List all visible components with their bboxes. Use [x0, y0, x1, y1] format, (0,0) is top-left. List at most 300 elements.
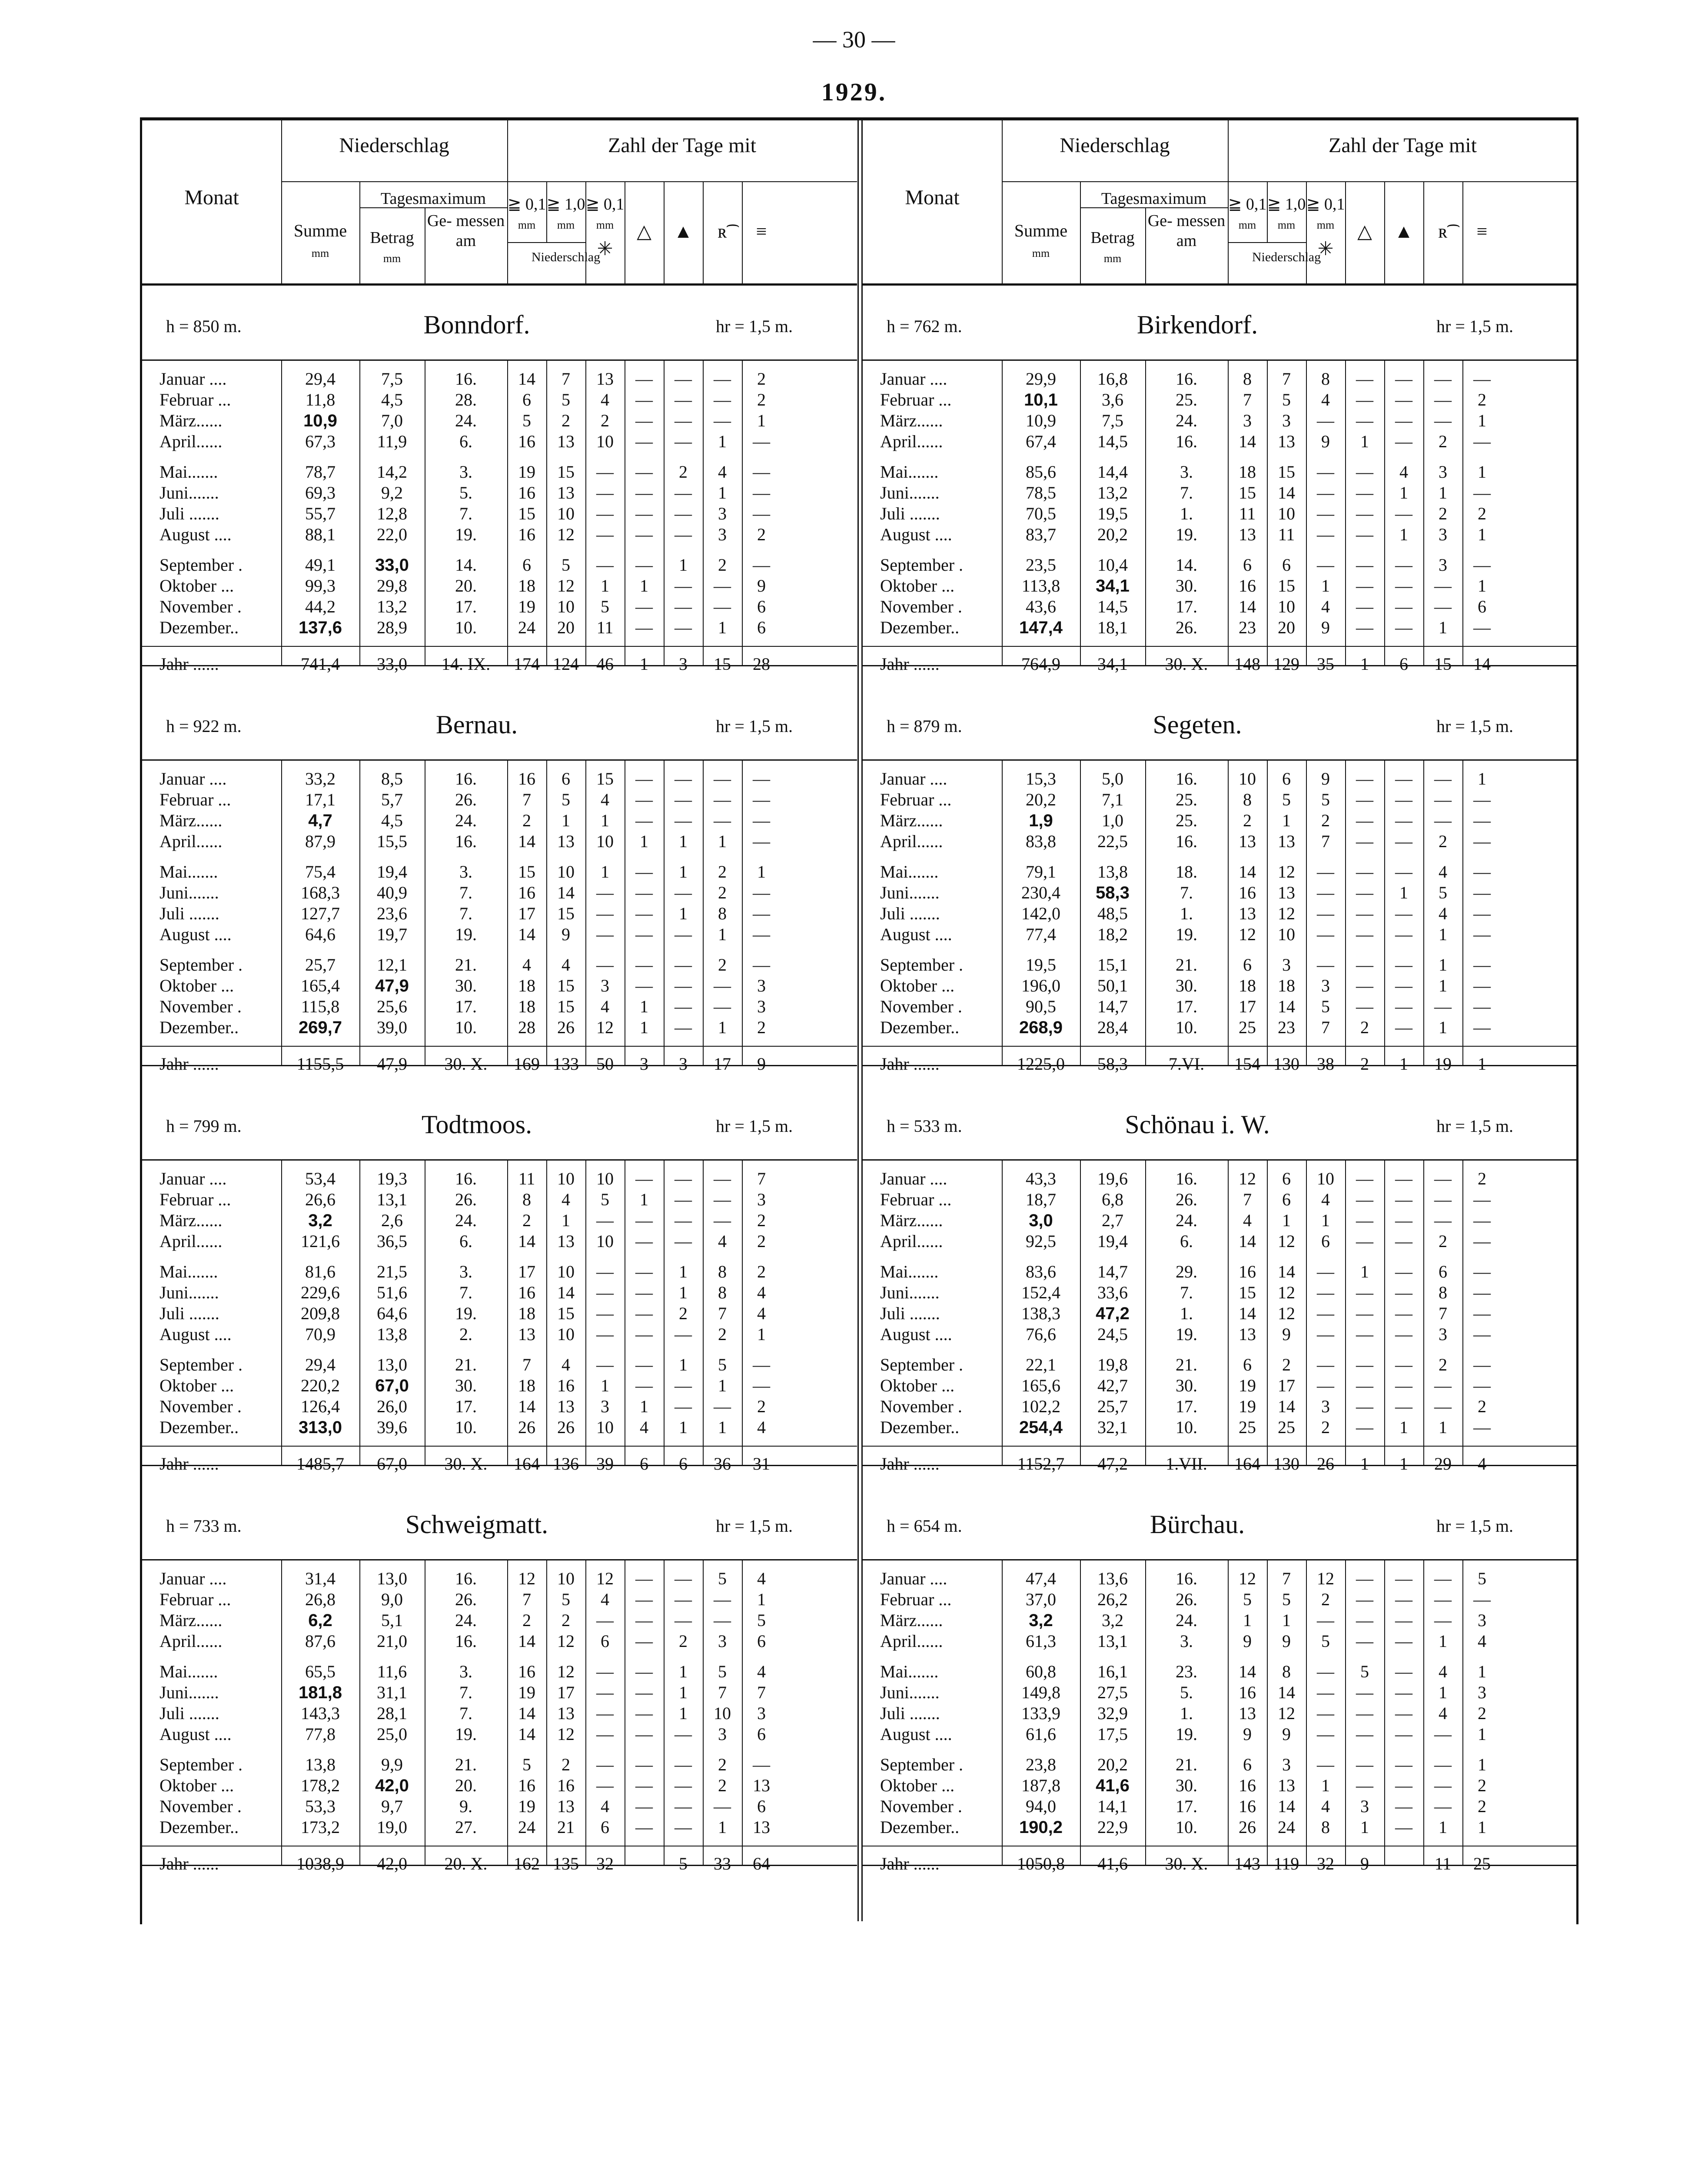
table-cell: 3,6 [1102, 390, 1123, 409]
table-cell: 3 [1439, 462, 1447, 482]
table-cell: 6 [522, 390, 531, 409]
table-row [863, 1682, 1578, 1703]
table-cell: 4 [718, 1231, 727, 1251]
table-cell: 1 [1282, 1610, 1291, 1630]
table-cell: 10. [1176, 1018, 1197, 1037]
station-elevation: h = 850 m. [166, 316, 242, 336]
table-cell: — [635, 1211, 653, 1230]
month-label: Januar .... [160, 1169, 227, 1188]
table-cell: — [635, 790, 653, 809]
table-cell: 4 [1321, 597, 1330, 616]
table-cell: 51,6 [377, 1283, 407, 1302]
table-cell: 12 [1239, 925, 1256, 944]
table-cell: — [1395, 976, 1412, 995]
station-gauge-height: hr = 1,5 m. [716, 316, 793, 336]
table-cell: — [1395, 1018, 1412, 1037]
month-label: Dezember.. [160, 1417, 239, 1437]
table-cell: 19. [1176, 1724, 1197, 1744]
table-cell: 2 [1478, 390, 1486, 409]
table-cell: 17. [1176, 597, 1197, 616]
table-cell: 39,6 [377, 1417, 407, 1437]
table-cell: — [753, 790, 770, 809]
table-cell: 16. [455, 769, 477, 788]
table-row [863, 369, 1578, 389]
table-cell: 1 [1478, 1662, 1486, 1681]
table-cell: — [1473, 1417, 1491, 1437]
header-tagesmaximum: Tagesmaximum [1101, 190, 1207, 208]
table-cell: 17 [557, 1683, 575, 1702]
table-cell: 5 [1360, 1662, 1369, 1681]
table-cell: 3,0 [1029, 1211, 1053, 1230]
table-cell: — [635, 1724, 653, 1744]
table-cell: — [1434, 1569, 1452, 1588]
table-cell: 1 [1478, 525, 1486, 544]
table-row [142, 1775, 857, 1796]
table-cell: 28 [518, 1018, 535, 1037]
month-label: April...... [880, 1631, 943, 1651]
table-cell: 147,4 [1019, 618, 1063, 637]
table-cell: — [1317, 1703, 1334, 1723]
month-label: Jahr ...... [160, 1054, 219, 1074]
table-cell: 64 [753, 1854, 770, 1873]
month-label: August .... [160, 925, 232, 944]
table-row [142, 1324, 857, 1345]
table-cell: 14 [557, 1283, 575, 1302]
table-cell: — [1434, 597, 1452, 616]
station-block [863, 685, 1578, 1085]
table-cell: — [635, 504, 653, 523]
table-cell: 20. [455, 1776, 477, 1795]
table-cell: 130 [1273, 1054, 1299, 1074]
table-cell: — [635, 1324, 653, 1344]
table-cell: 26,6 [305, 1190, 336, 1209]
header-betrag: Betrag mm [370, 229, 414, 265]
table-cell: — [1395, 1569, 1412, 1588]
table-cell: 34,1 [1097, 654, 1128, 674]
table-cell: — [1473, 1018, 1491, 1037]
table-cell: — [753, 1376, 770, 1395]
table-cell: 4,5 [381, 390, 403, 409]
table-cell: 2 [1478, 1703, 1486, 1723]
table-cell: 21. [455, 1755, 477, 1774]
table-cell: 20,2 [1097, 1755, 1128, 1774]
table-cell: 26. [455, 1590, 477, 1609]
station-table [863, 759, 1578, 1074]
table-cell: 60,8 [1026, 1662, 1056, 1681]
month-label: März...... [880, 811, 943, 830]
table-cell: — [675, 1610, 692, 1630]
table-cell: 15 [518, 504, 535, 523]
table-cell: 6 [679, 1454, 688, 1474]
table-cell: — [1395, 1190, 1412, 1209]
table-cell: 25 [1278, 1417, 1295, 1437]
table-cell: — [1317, 1262, 1334, 1281]
table-cell: 3 [1321, 976, 1330, 995]
table-cell: 152,4 [1021, 1283, 1060, 1302]
table-cell: 3 [640, 1054, 648, 1074]
table-cell: 2 [718, 883, 727, 902]
table-cell: 70,9 [305, 1324, 336, 1344]
table-cell: 14 [1239, 432, 1256, 451]
table-cell: 1 [1321, 1776, 1330, 1795]
table-cell: — [1356, 1569, 1373, 1588]
table-cell: 3 [718, 1631, 727, 1651]
header-gemessen-am: Ge- messen am [427, 212, 505, 250]
page-number: — 30 — [813, 27, 895, 53]
table-cell: 10 [1278, 925, 1295, 944]
table-cell: — [1434, 1610, 1452, 1630]
table-cell: 18 [1239, 976, 1256, 995]
table-cell: — [675, 1169, 692, 1188]
table-row [142, 975, 857, 996]
table-cell: 13 [557, 432, 575, 451]
table-cell: 4 [1321, 1190, 1330, 1209]
month-label: Oktober ... [880, 976, 955, 995]
table-cell: 11 [518, 1169, 535, 1188]
table-cell: — [714, 369, 731, 389]
table-cell: — [1395, 1703, 1412, 1723]
table-row [863, 789, 1578, 810]
table-cell: 1 [601, 1376, 609, 1395]
table-cell: 18 [518, 576, 535, 595]
table-cell: — [1473, 483, 1491, 502]
table-cell: 8 [1282, 1662, 1291, 1681]
table-cell: — [1395, 1304, 1412, 1323]
table-cell: 3 [1439, 1324, 1447, 1344]
table-cell: 14 [557, 883, 575, 902]
table-cell: 13 [557, 483, 575, 502]
table-cell: — [596, 1211, 614, 1230]
table-cell: 4 [1321, 1796, 1330, 1816]
table-cell: 2 [1439, 1231, 1447, 1251]
table-cell: — [596, 883, 614, 902]
table-cell: 3 [1282, 955, 1291, 975]
station-block [142, 1085, 857, 1485]
table-cell: 5 [601, 1190, 609, 1209]
table-cell: 35 [1317, 654, 1334, 674]
table-cell: 5 [562, 790, 570, 809]
table-cell: 19. [1176, 925, 1197, 944]
table-cell: — [753, 955, 770, 975]
table-cell: 78,5 [1026, 483, 1056, 502]
table-cell: — [714, 1211, 731, 1230]
table-cell: — [1395, 597, 1412, 616]
table-cell: 19,6 [1097, 1169, 1128, 1188]
table-cell: 13,8 [377, 1324, 407, 1344]
table-cell: 29,4 [305, 369, 336, 389]
table-cell: — [1473, 862, 1491, 882]
table-cell: 21,5 [377, 1262, 407, 1281]
table-cell: — [1356, 597, 1373, 616]
table-row [863, 768, 1578, 789]
table-cell: — [635, 1569, 653, 1588]
table-cell: — [753, 504, 770, 523]
table-cell: 1 [1282, 811, 1291, 830]
table-cell: 7 [1282, 1569, 1291, 1588]
table-cell: 133,9 [1021, 1703, 1060, 1723]
station-gauge-height: hr = 1,5 m. [1436, 1116, 1513, 1136]
table-cell: 3 [601, 976, 609, 995]
table-cell: 10 [596, 1417, 614, 1437]
month-label: Juli ....... [880, 1304, 940, 1323]
table-cell: — [675, 369, 692, 389]
table-cell: 154 [1234, 1054, 1260, 1074]
table-row [863, 862, 1578, 882]
table-row [142, 1817, 857, 1838]
table-cell: 16. [1176, 432, 1197, 451]
table-cell: 5,7 [381, 790, 403, 809]
table-cell: 16. [1176, 1569, 1197, 1588]
table-cell: 13 [557, 832, 575, 851]
table-cell: 10,1 [1024, 390, 1058, 409]
table-cell: 11 [1278, 525, 1295, 544]
table-cell: 9 [1321, 769, 1330, 788]
table-cell: 19,5 [1026, 955, 1056, 975]
sleet-icon: △ [1357, 221, 1372, 242]
month-label: März...... [880, 1610, 943, 1630]
table-cell: 12 [557, 525, 575, 544]
table-cell: 1 [679, 1683, 688, 1702]
month-label: April...... [880, 1231, 943, 1251]
table-cell: 2 [1478, 504, 1486, 523]
table-cell: 31 [753, 1454, 770, 1474]
table-cell: — [1356, 1703, 1373, 1723]
table-cell: 2 [1478, 1796, 1486, 1816]
table-cell: 1 [640, 576, 648, 595]
table-cell: 25. [1176, 390, 1197, 409]
table-cell: 1 [757, 1590, 766, 1609]
table-row [142, 1754, 857, 1775]
column-header [863, 120, 1578, 286]
month-label: Januar .... [880, 1569, 947, 1588]
month-label: August .... [880, 1724, 952, 1744]
table-cell: 1 [1478, 462, 1486, 482]
month-label: September . [880, 1355, 964, 1374]
table-cell: 16 [518, 525, 535, 544]
table-cell: 4 [562, 955, 570, 975]
table-row [863, 1354, 1578, 1375]
table-cell: — [596, 1355, 614, 1374]
table-row [863, 1210, 1578, 1231]
table-cell: 14 [1473, 654, 1491, 674]
table-cell: — [753, 811, 770, 830]
table-cell: — [596, 1262, 614, 1281]
table-cell: 24. [1176, 1211, 1197, 1230]
table-cell: 25,6 [377, 997, 407, 1016]
table-cell: 1 [1439, 925, 1447, 944]
table-cell: — [1473, 883, 1491, 902]
table-cell: 19. [455, 525, 477, 544]
table-row [863, 1303, 1578, 1324]
table-cell: — [1434, 1169, 1452, 1188]
table-cell: — [1395, 1231, 1412, 1251]
table-cell: 143 [1234, 1854, 1260, 1873]
table-cell: — [1356, 369, 1373, 389]
table-cell: 13 [1278, 832, 1295, 851]
table-cell: 7 [1243, 1190, 1252, 1209]
table-cell: — [1317, 1355, 1334, 1374]
table-cell: — [1473, 904, 1491, 923]
table-cell: 14 [518, 832, 535, 851]
table-cell: 4 [601, 390, 609, 409]
table-cell: 135 [553, 1854, 579, 1873]
table-cell: — [635, 883, 653, 902]
table-cell: 29,4 [305, 1355, 336, 1374]
table-cell: 142,0 [1021, 904, 1060, 923]
month-label: Januar .... [880, 1169, 947, 1188]
table-cell: 1 [1478, 1755, 1486, 1774]
table-cell: 37,0 [1026, 1590, 1056, 1609]
table-cell: 64,6 [305, 925, 336, 944]
table-cell: 25,0 [377, 1724, 407, 1744]
table-cell: 1. [1180, 904, 1193, 923]
table-cell: 1 [640, 1190, 648, 1209]
table-cell: — [1434, 790, 1452, 809]
table-cell: 14 [518, 369, 535, 389]
month-label: Oktober ... [160, 576, 234, 595]
station-gauge-height: hr = 1,5 m. [716, 716, 793, 736]
station-name: Schönau i. W. [1125, 1110, 1270, 1139]
table-cell: 12 [1239, 1169, 1256, 1188]
table-cell: — [675, 1231, 692, 1251]
table-cell: 1 [718, 925, 727, 944]
table-cell: — [1356, 555, 1373, 575]
table-cell: 2 [1321, 1417, 1330, 1437]
table-cell: 1 [1399, 483, 1408, 502]
table-cell: 28. [455, 390, 477, 409]
table-cell: 24 [518, 618, 535, 637]
header-niederschlag: Niederschlag [1060, 134, 1170, 157]
table-row [863, 410, 1578, 431]
table-cell: 1 [718, 483, 727, 502]
table-row [142, 1168, 857, 1189]
table-cell: — [1395, 769, 1412, 788]
table-cell: 12 [596, 1569, 614, 1588]
table-cell: 6 [1439, 1262, 1447, 1281]
table-cell: — [1395, 390, 1412, 409]
station-elevation: h = 922 m. [166, 716, 242, 736]
table-cell: 11,6 [377, 1662, 407, 1681]
station-name: Segeten. [1153, 710, 1242, 739]
month-label: Juni....... [880, 1683, 940, 1702]
table-cell: 1 [1478, 1724, 1486, 1744]
table-row [142, 1210, 857, 1231]
table-cell: — [1356, 1355, 1373, 1374]
table-cell: 16 [518, 1662, 535, 1681]
table-cell: 121,6 [301, 1231, 340, 1251]
table-cell: 26 [518, 1417, 535, 1437]
table-cell: 13 [1278, 432, 1295, 451]
table-cell: 16 [518, 432, 535, 451]
table-cell: — [635, 904, 653, 923]
station-table [142, 1159, 857, 1474]
table-cell: 5 [718, 1569, 727, 1588]
table-cell: — [753, 462, 770, 482]
table-cell: — [635, 483, 653, 502]
table-row [142, 1189, 857, 1210]
station-table [863, 1159, 1578, 1474]
table-cell: 48,5 [1097, 904, 1128, 923]
table-cell: 138,3 [1021, 1304, 1060, 1323]
table-cell: — [596, 1724, 614, 1744]
table-cell: 178,2 [301, 1776, 340, 1795]
table-cell: 1 [1399, 1417, 1408, 1437]
table-cell: 7,5 [1102, 411, 1123, 430]
table-cell: 2 [562, 1610, 570, 1630]
table-cell: 42,0 [375, 1776, 409, 1795]
month-label: Mai....... [880, 1262, 939, 1281]
table-cell: — [1356, 976, 1373, 995]
table-cell: — [1395, 555, 1412, 575]
table-cell: 4 [601, 790, 609, 809]
table-cell: 741,4 [301, 654, 340, 674]
table-cell: 27,5 [1097, 1683, 1128, 1702]
table-cell: 5 [1282, 1590, 1291, 1609]
table-row [142, 1231, 857, 1252]
table-cell: 7 [1282, 369, 1291, 389]
table-row [863, 1796, 1578, 1817]
table-cell: 10,4 [1097, 555, 1128, 575]
table-cell: 6 [1282, 1190, 1291, 1209]
table-cell: 12 [1278, 1304, 1295, 1323]
table-cell: 126,4 [301, 1397, 340, 1416]
table-cell: 7,5 [381, 369, 403, 389]
table-cell: 7 [1321, 1018, 1330, 1037]
table-cell: — [1317, 1755, 1334, 1774]
table-cell: 13 [557, 1397, 575, 1416]
table-cell: 14 [518, 1631, 535, 1651]
table-cell: 127,7 [301, 904, 340, 923]
table-row [863, 1589, 1578, 1610]
table-cell: 7. [459, 883, 472, 902]
table-cell: 13 [1239, 525, 1256, 544]
table-cell: — [675, 1376, 692, 1395]
table-cell: 13 [557, 1703, 575, 1723]
month-label: Februar ... [160, 790, 231, 809]
table-cell: 16. [1176, 369, 1197, 389]
month-label: Jahr ...... [160, 654, 219, 674]
table-cell: 14,4 [1097, 462, 1128, 482]
table-cell: 3,2 [308, 1211, 332, 1230]
table-cell: 23 [1239, 618, 1256, 637]
station-gauge-height: hr = 1,5 m. [1436, 1516, 1513, 1536]
station-gauge-height: hr = 1,5 m. [716, 1516, 793, 1536]
table-cell: — [1317, 862, 1334, 882]
table-cell: 30. [455, 976, 477, 995]
table-cell: 6 [601, 1817, 609, 1837]
table-cell: 2 [1360, 1054, 1369, 1074]
table-cell: 39 [596, 1454, 614, 1474]
table-cell: 21,0 [377, 1631, 407, 1651]
table-row [863, 503, 1578, 524]
table-cell: 28,9 [377, 618, 407, 637]
table-cell: 67,0 [377, 1454, 407, 1474]
table-cell: — [1395, 1397, 1412, 1416]
station-elevation: h = 799 m. [166, 1116, 242, 1136]
table-cell: — [635, 976, 653, 995]
table-cell: 2. [459, 1324, 472, 1344]
table-cell: — [1434, 1776, 1452, 1795]
table-cell: 38 [1317, 1054, 1334, 1074]
month-label: Oktober ... [880, 1376, 955, 1395]
table-cell: 1 [562, 811, 570, 830]
month-label: März...... [160, 411, 223, 430]
month-label: April...... [160, 432, 223, 451]
table-cell: 3 [1478, 1610, 1486, 1630]
left-half [142, 120, 857, 1921]
table-row [142, 576, 857, 596]
table-cell: 53,4 [305, 1169, 336, 1188]
